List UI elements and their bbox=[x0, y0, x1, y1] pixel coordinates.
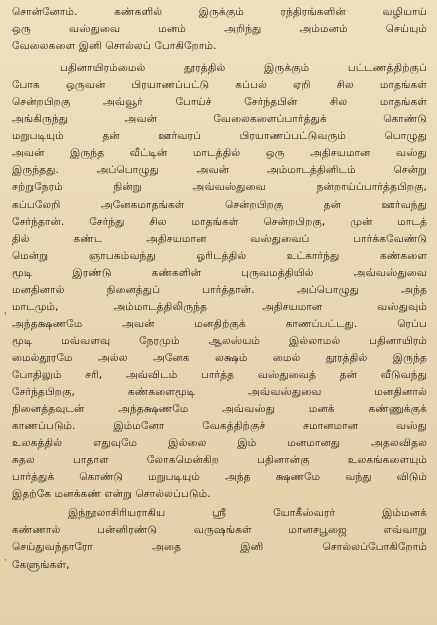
margin-mark: ' bbox=[4, 312, 7, 322]
text-line: சேர்ந்தான். சேர்ந்து சில மாதங்கள் சென்றபிறகு, முன் மாடத் bbox=[12, 215, 427, 228]
text-line: மறுபடியும் தன் ஊர்வரப் பிரயாணப்பட்டுவரும் பொழுது bbox=[12, 130, 427, 143]
paragraph bbox=[12, 4, 427, 55]
text-line: மாடமும், அம்மாடத்திலிருந்த அதிசயமான வஸ்துவும் bbox=[12, 300, 427, 313]
text-line: கேளுங்கள், bbox=[12, 558, 70, 571]
text-line: அவன் இருந்த வீட்டின் மாடத்தில் ஒரு அதிசயமான வஸ்து bbox=[12, 147, 427, 160]
paragraph bbox=[12, 60, 427, 503]
text-line: இந்நூலாசிரியராகிய ஸ்ரீ யோகீஸ்வரர் இம்மனக் bbox=[68, 507, 427, 520]
text-line: சுதல பாதாள லோகமென்கிற பதினான்கு உலகங்களையும் bbox=[12, 454, 427, 467]
text-line: போதிலும் சரி, அவ்விடம் பார்த்த வஸ்துவைத் தன் வீடுவந்து bbox=[12, 368, 427, 381]
text-line: போக ஒருவன் பிரயாணப்பட்டு கப்பல் ஏறி சில மாதங்கள் bbox=[12, 79, 427, 92]
text-line: சொன்னோம். கண்களில் இருக்கும் ரந்திரங்களின் வழியாய் bbox=[12, 6, 427, 18]
text-line: மைல்தூரமே அல்ல அனேக லக்ஷம் மைல் தூரத்தில் இருந்த bbox=[12, 351, 427, 364]
paragraph bbox=[12, 505, 427, 573]
text-line: பதினாயிரம்மைல் தூரத்தில் இருக்கும் பட்டணத்திற்குப் bbox=[60, 62, 427, 75]
text-line: கண்ணால் பன்னிரண்டு வருஷங்கள் மானசபூஜை எவ்வாறு bbox=[12, 524, 427, 537]
text-line: காணப்படும். இம்மனோ வேகத்திற்குச் சமானமான வஸ்து bbox=[12, 420, 427, 433]
text-line: செய்துவந்தாரோ அதை இனி சொல்லப்போகிறோம் bbox=[12, 541, 427, 554]
text-line: வேலைகளை இனி சொல்லப் போகிறோம். bbox=[12, 40, 217, 53]
text-line: சேர்ந்தபிறகு, கண்களைமூடி அவ்வஸ்துவை மனதினால் bbox=[12, 386, 427, 399]
text-line: தில் கண்ட அதிசயமான வஸ்துவைப் பார்க்கவேண்டு bbox=[12, 232, 427, 245]
text-line: சற்றுநேரம் நின்று அவ்வஸ்துவை நன்றாய்ப்பார்த்தபிறகு, bbox=[12, 181, 427, 194]
text-line: மூடி மவ்வளவு நேரமும் ஆலஸ்யம் இல்லாமல் பதினாயிரம் bbox=[12, 334, 427, 347]
text-line: கப்பலேறி அனேகமாதங்கள் சென்றபிறகு தன் ஊர்வந்து bbox=[12, 198, 427, 211]
text-line: அங்கிருந்து அவன் வேலைகளைப்பார்த்துக் கொண்டு bbox=[12, 113, 427, 126]
text-line: இருந்தது. அப்பொழுது அவன் அம்மாடத்தினிடம் சென்று bbox=[12, 164, 427, 177]
text-line: உலகத்தில் எதுவுமே இல்லை இம் மனமானது அதலவிதல bbox=[12, 437, 427, 450]
margin-mark: · bbox=[4, 556, 7, 566]
text-body bbox=[12, 4, 427, 574]
text-line: மென்று ஞாபகம்வந்து ஓரிடத்தில் உட்கார்ந்து கண்களை bbox=[12, 249, 427, 262]
text-line: மூடி இரண்டு கண்களின் புருவமத்தியில் அவ்வஸ்துவை bbox=[12, 266, 427, 279]
text-line: பார்த்துக் கொண்டு மறுபடியும் அந்த க்ஷணமே வந்து விடும் bbox=[12, 471, 427, 484]
text-line: ஒரு வஸ்துவை மனம் அறிந்து அம்மனம் செய்யும் bbox=[12, 23, 427, 36]
text-line: சென்றபிறகு அவ்வூர் போய்ச் சேர்ந்தபின் சில மாதங்கள் bbox=[12, 96, 427, 109]
text-line: நினைத்தவுடன் அந்தக்ஷணமே அவ்வஸ்து மனக் கண்ணுக்குக் bbox=[12, 403, 427, 416]
text-line: மனதினால் நினைத்துப் பார்த்தான். அப்பொழுது அந்த bbox=[12, 283, 427, 296]
text-line: இதற்கே மனக்கண் என்று சொல்லப்படும். bbox=[12, 488, 211, 501]
text-line: அந்தக்ஷணமே அவன் மனதிற்குக் காணப்பட்டது. ரெப்ப bbox=[12, 317, 427, 330]
